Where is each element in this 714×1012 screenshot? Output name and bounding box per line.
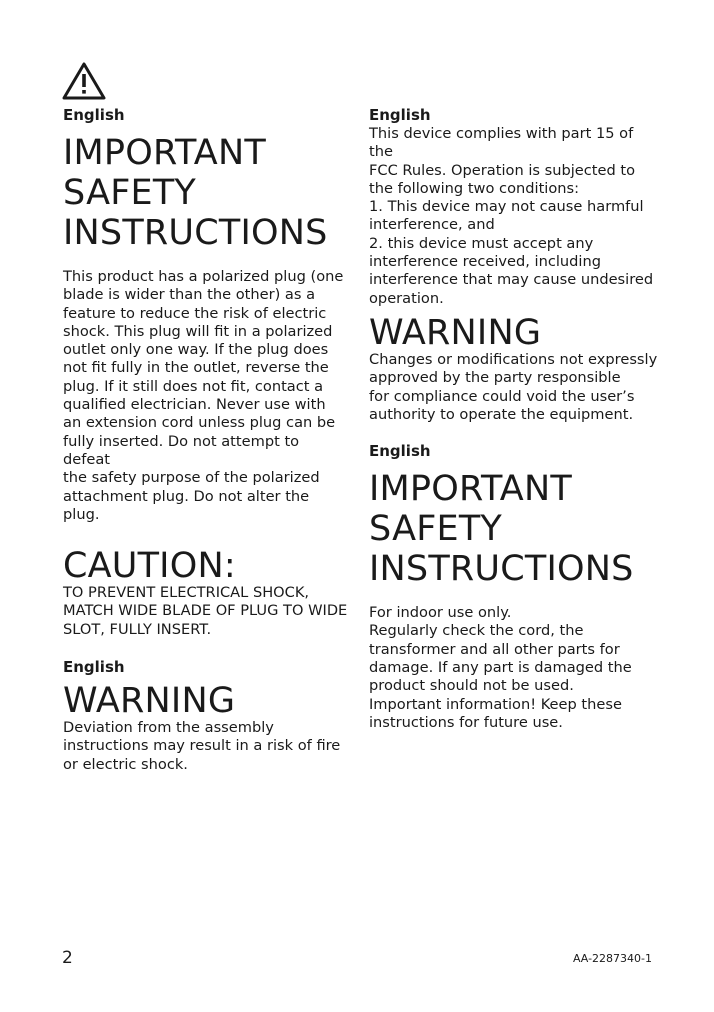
fcc-compliance-text: This device complies with part 15 of the FCC Rules. Operation is subjected to the following two conditions: 1. This device may not cause harmful interference, and 2. this device must accept any interference received, including interference that may cause undesired operation. <box>369 125 654 307</box>
warning-triangle-icon <box>62 62 106 100</box>
safety-heading: IMPORTANT SAFETY INSTRUCTIONS <box>369 469 634 590</box>
page-number: 2 <box>62 948 73 968</box>
indoor-use-text: For indoor use only. Regularly check the cord, the transformer and all other parts for damage. If any part is damaged the product should not be used. Important information! Keep these instructions for future use. <box>369 604 632 731</box>
caution-text: TO PREVENT ELECTRICAL SHOCK, MATCH WIDE BLADE OF PLUG TO WIDE SLOT, FULLY INSERT. <box>63 584 348 638</box>
right-column <box>369 106 659 732</box>
language-label: English <box>63 106 125 124</box>
caution-heading: CAUTION: <box>63 546 236 587</box>
safety-heading: IMPORTANT SAFETY INSTRUCTIONS <box>63 133 328 253</box>
language-label: English <box>369 442 431 461</box>
warning-heading: WARNING <box>63 681 236 722</box>
document-code: AA-2287340-1 <box>572 952 652 965</box>
modifications-warning-text: Changes or modifications not expressly approved by the party responsible for compliance could void the user’s authority to operate the equipment. <box>369 350 658 423</box>
polarized-plug-text: This product has a polarized plug (one blade is wider than the other) as a feature to reduce the risk of electric shock. This plug will fit in a polarized outlet only one way. If the plug does not fit fully in the outlet, reverse the plug. If it still does not fit, contact a qualified electrician. Never use with an extension cord unless plug can be fully inserted. Do not attempt to defeat the safety purpose of the polarized attachment plug. Do not alter the plug. <box>63 268 344 523</box>
warning-heading: WARNING <box>369 312 542 353</box>
language-label: English <box>63 658 125 677</box>
language-label: English <box>369 106 431 124</box>
left-column <box>63 106 348 774</box>
assembly-warning-text: Deviation from the assembly instructions may result in a risk of fire or electric shock. <box>63 719 341 773</box>
